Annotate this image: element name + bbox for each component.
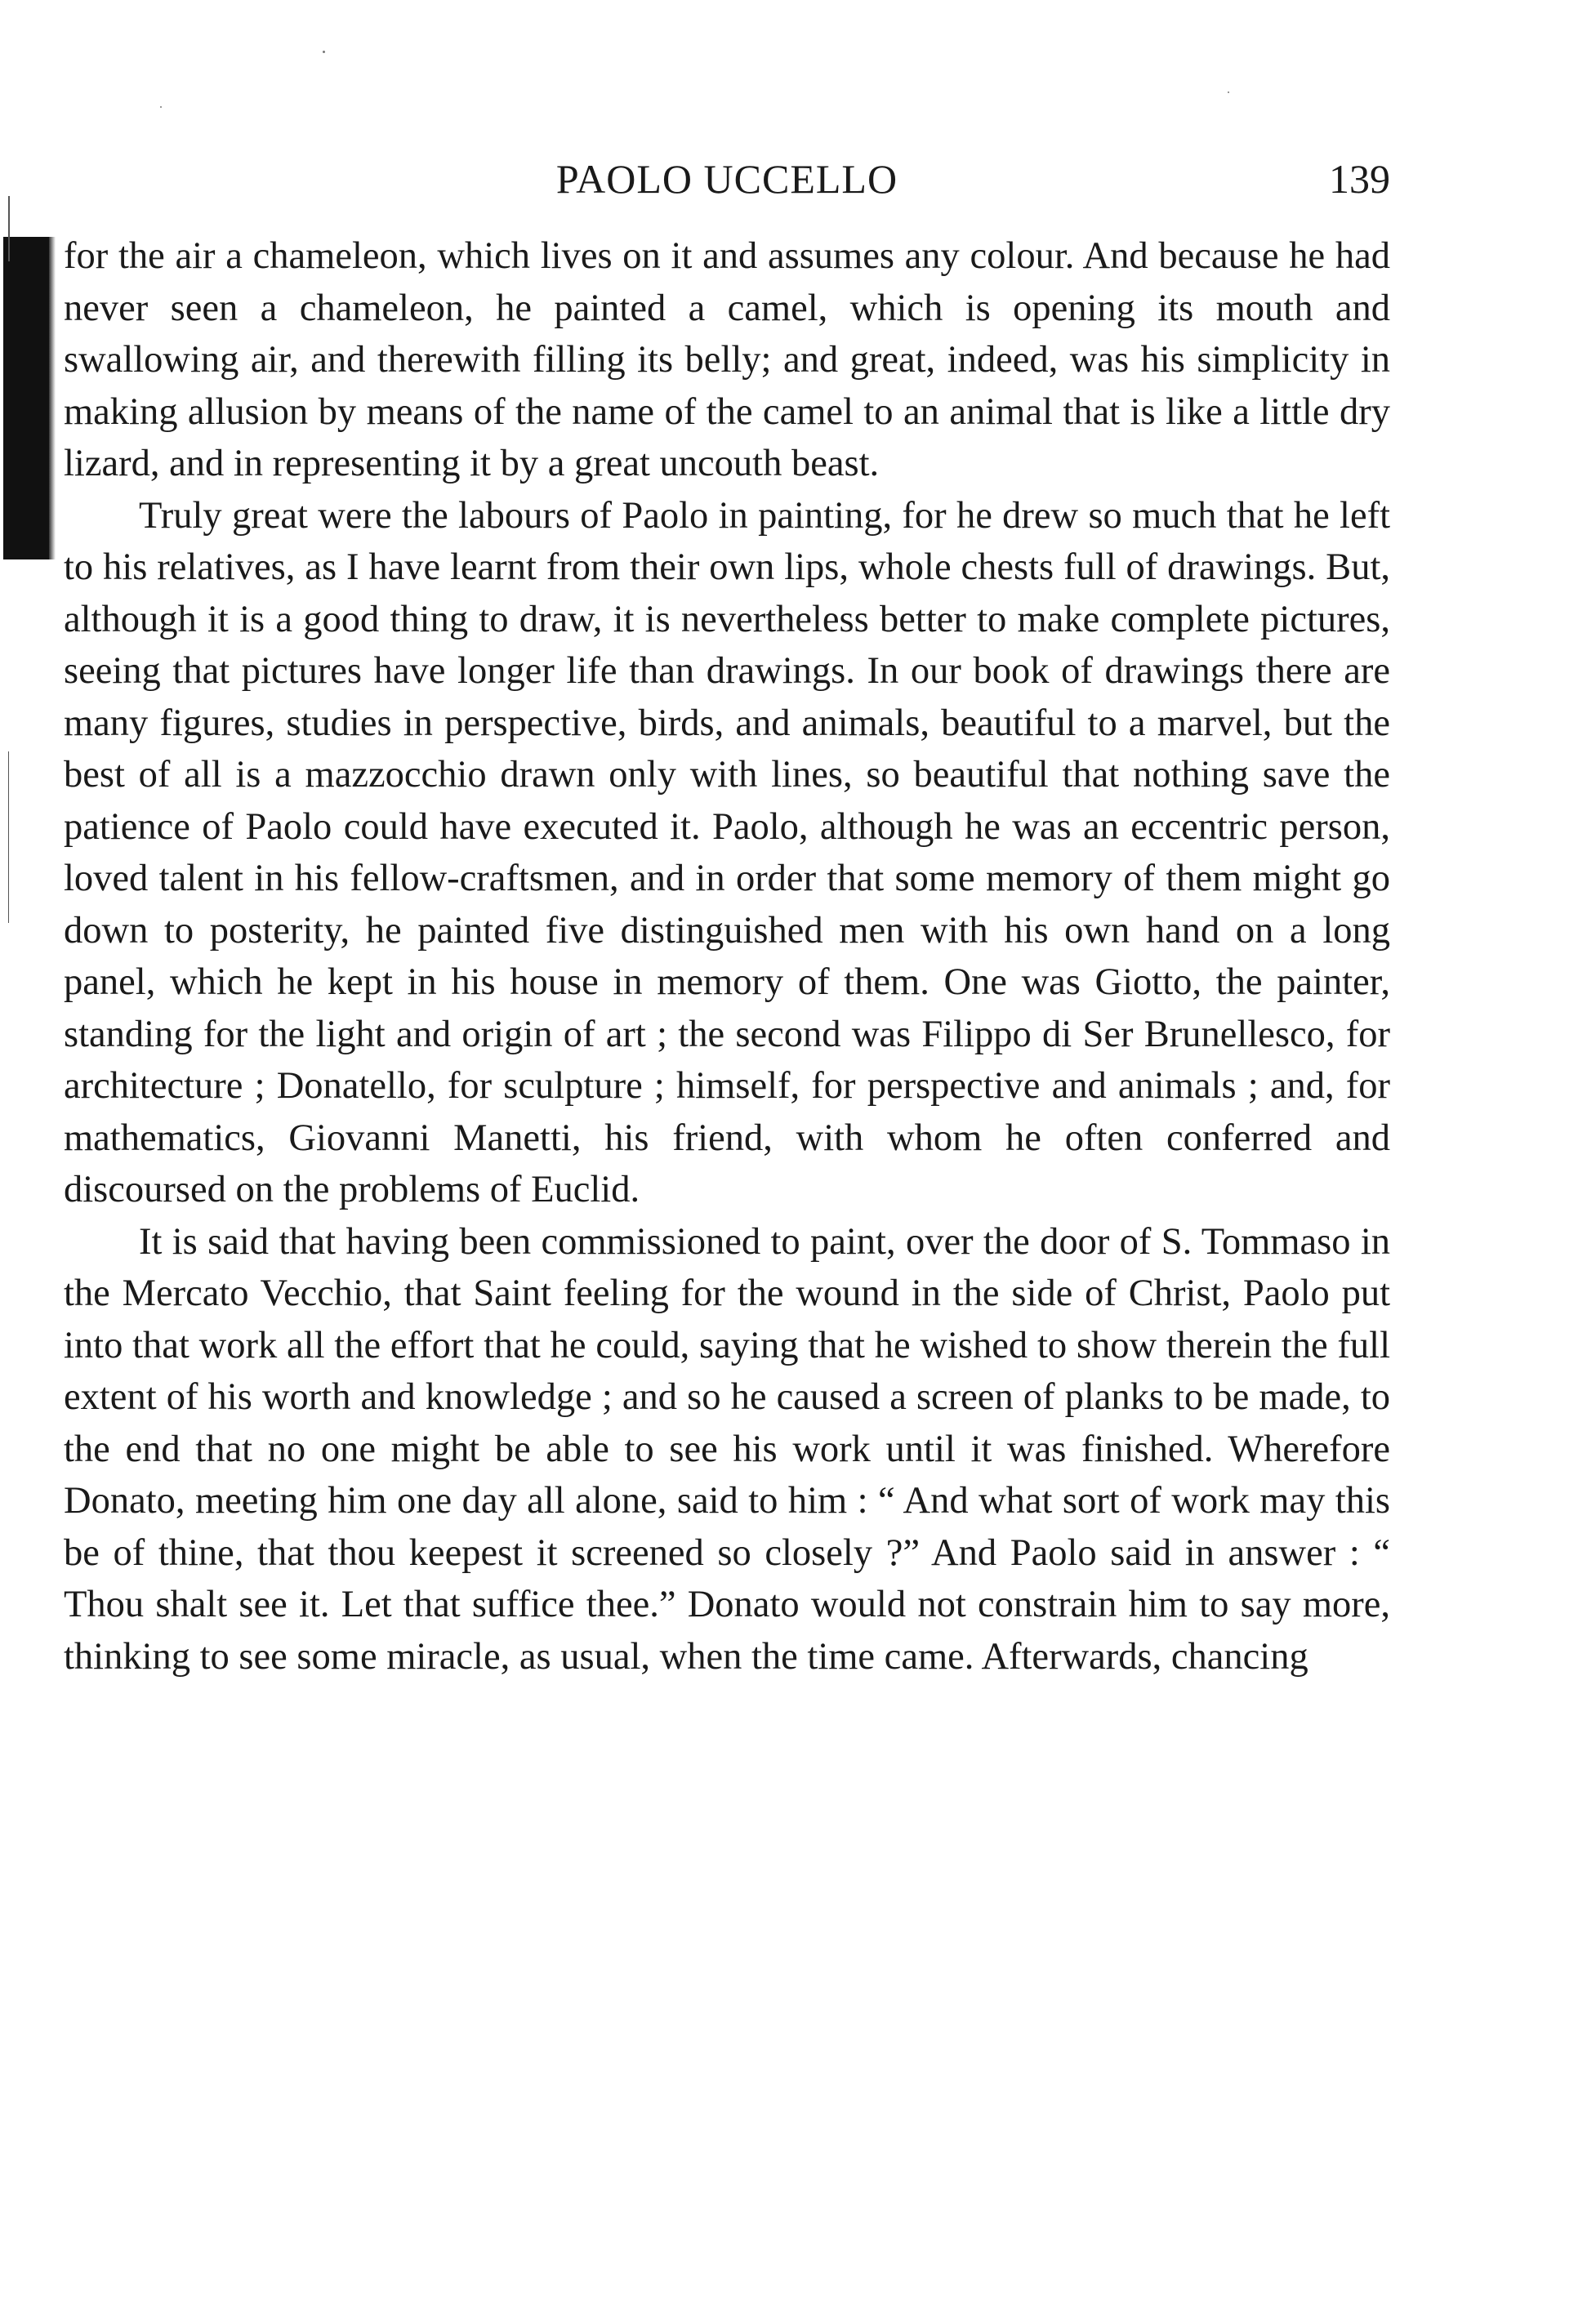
binding-shadow: [3, 237, 52, 559]
scan-speck: [160, 106, 162, 108]
running-title: PAOLO UCCELLO: [555, 156, 898, 202]
margin-scan-line: [8, 196, 10, 261]
margin-scan-line: [8, 751, 9, 923]
scan-speck: [323, 51, 325, 53]
body-text: [64, 230, 1390, 1683]
paragraph-2: Truly great were the labours of Paolo in painting, for he drew so much that he left to his relatives, as I have learnt from their own lips, whole chests full of drawings. But, although it is a good thing to draw, it is nevertheless better to make complete pictures, seeing that pictures have longer life than drawings. In our book of drawings there are many figures, studies in perspective, birds, and animals, beautiful to a marvel, but the best of all is a mazzocchio drawn only with lines, so beautiful that nothing save the patience of Paolo could have executed it. Paolo, although he was an eccentric person, loved talent in his fellow-craftsmen, and in order that some memory of them might go down to posterity, he painted five distinguished men with his own hand on a long panel, which he kept in his house in memory of them. One was Giotto, the painter, standing for the light and origin of art ; the second was Filippo di Ser Brunellesco, for architecture ; Donatello, for sculpture ; himself, for perspective and animals ; and, for mathematics, Giovanni Manetti, his friend, with whom he often conferred and discoursed on the problems of Euclid.: [64, 494, 1390, 1210]
page-number: 139: [1329, 156, 1390, 202]
paragraph-1: for the air a chameleon, which lives on it and assumes any colour. And because he had never seen a chameleon, he painted a camel, which is opening its mouth and swallowing air, and therewith filling its belly; and great, indeed, was his simplicity in making allusion by means of the name of the camel to an animal that is like a little dry lizard, and in representing it by a great uncouth beast.: [64, 235, 1390, 484]
binding-shadow-edge: [49, 237, 56, 559]
scan-speck: [1228, 91, 1229, 93]
paragraph-3: It is said that having been commissioned to paint, over the door of S. Tommaso in the Mercato Vecchio, that Saint feeling for the wound in the side of Christ, Paolo put into that work all the effort that he could, saying that he wished to show therein the full extent of his worth and knowledge ; and so he caused a screen of planks to be made, to the end that no one might be able to see his work until it was finished. Wherefore Donato, meeting him one day all alone, said to him : “ And what sort of work may this be of thine, that thou keepest it screened so closely ?” And Paolo said in answer : “ Thou shalt see it. Let that suffice thee.” Donato would not constrain him to say more, thinking to see some miracle, as usual, when the time came. Afterwards, chancing: [64, 1220, 1390, 1678]
page-header: [64, 149, 1390, 208]
